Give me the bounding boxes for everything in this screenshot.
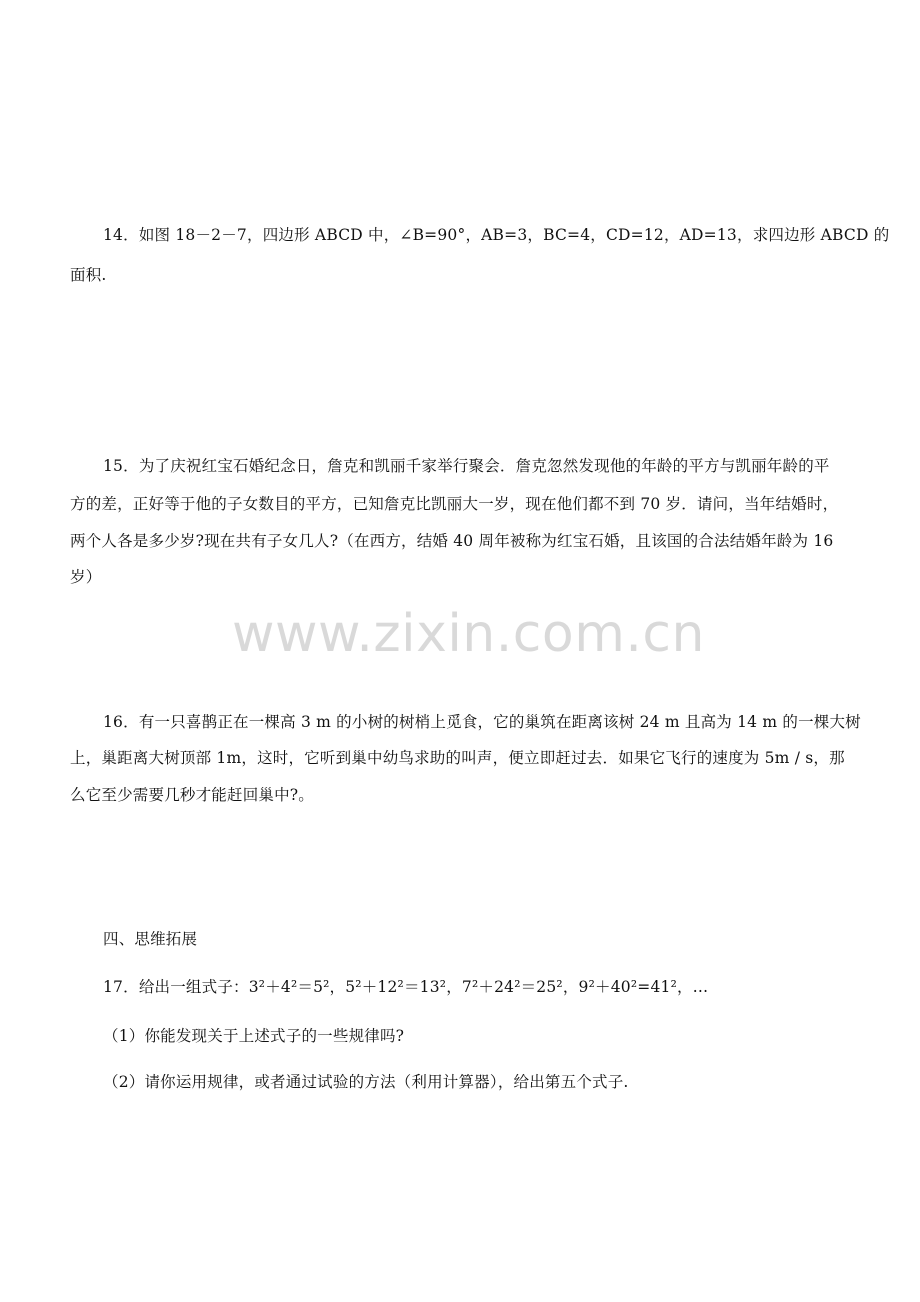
question-15-line-4: 岁） bbox=[70, 568, 102, 586]
question-16-line-3: 么它至少需要几秒才能赶回巢中?。 bbox=[70, 786, 315, 804]
question-17-intro: 17．给出一组式子：3²＋4²＝5²，5²＋12²＝13²，7²＋24²＝25²，9²＋40²=41²，… bbox=[103, 978, 709, 996]
section-title: 四、思维拓展 bbox=[103, 930, 198, 948]
question-15-line-1: 15．为了庆祝红宝石婚纪念日，詹克和凯丽千家举行聚会．詹克忽然发现他的年龄的平方与凯丽年龄的平 bbox=[103, 457, 830, 475]
question-17-part-2: （2）请你运用规律，或者通过试验的方法（利用计算器），给出第五个式子. bbox=[103, 1073, 629, 1091]
question-17-part-1: （1）你能发现关于上述式子的一些规律吗? bbox=[103, 1027, 405, 1045]
question-16-line-1: 16．有一只喜鹊正在一棵高 3 m 的小树的树梢上觅食，它的巢筑在距离该树 24 m 且高为 14 m 的一棵大树 bbox=[103, 713, 861, 731]
question-14-line-1: 14．如图 18－2－7，四边形 ABCD 中，∠B=90°，AB=3，BC=4，CD=12，AD=13，求四边形 ABCD 的 bbox=[103, 226, 890, 244]
question-16-line-2: 上，巢距离大树顶部 1m，这时，它听到巢中幼鸟求助的叫声，便立即赶过去．如果它飞行的速度为 5m / s，那 bbox=[70, 749, 845, 767]
question-15-line-2: 方的差，正好等于他的子女数目的平方，已知詹克比凯丽大一岁，现在他们都不到 70 岁．请问，当年结婚时， bbox=[70, 495, 839, 513]
question-14-line-2: 面积. bbox=[70, 266, 107, 284]
watermark: www.zixin.com.cn bbox=[232, 604, 705, 664]
question-15-line-3: 两个人各是多少岁?现在共有子女几人?（在西方，结婚 40 周年被称为红宝石婚，且该国的合法结婚年龄为 16 bbox=[70, 532, 834, 550]
